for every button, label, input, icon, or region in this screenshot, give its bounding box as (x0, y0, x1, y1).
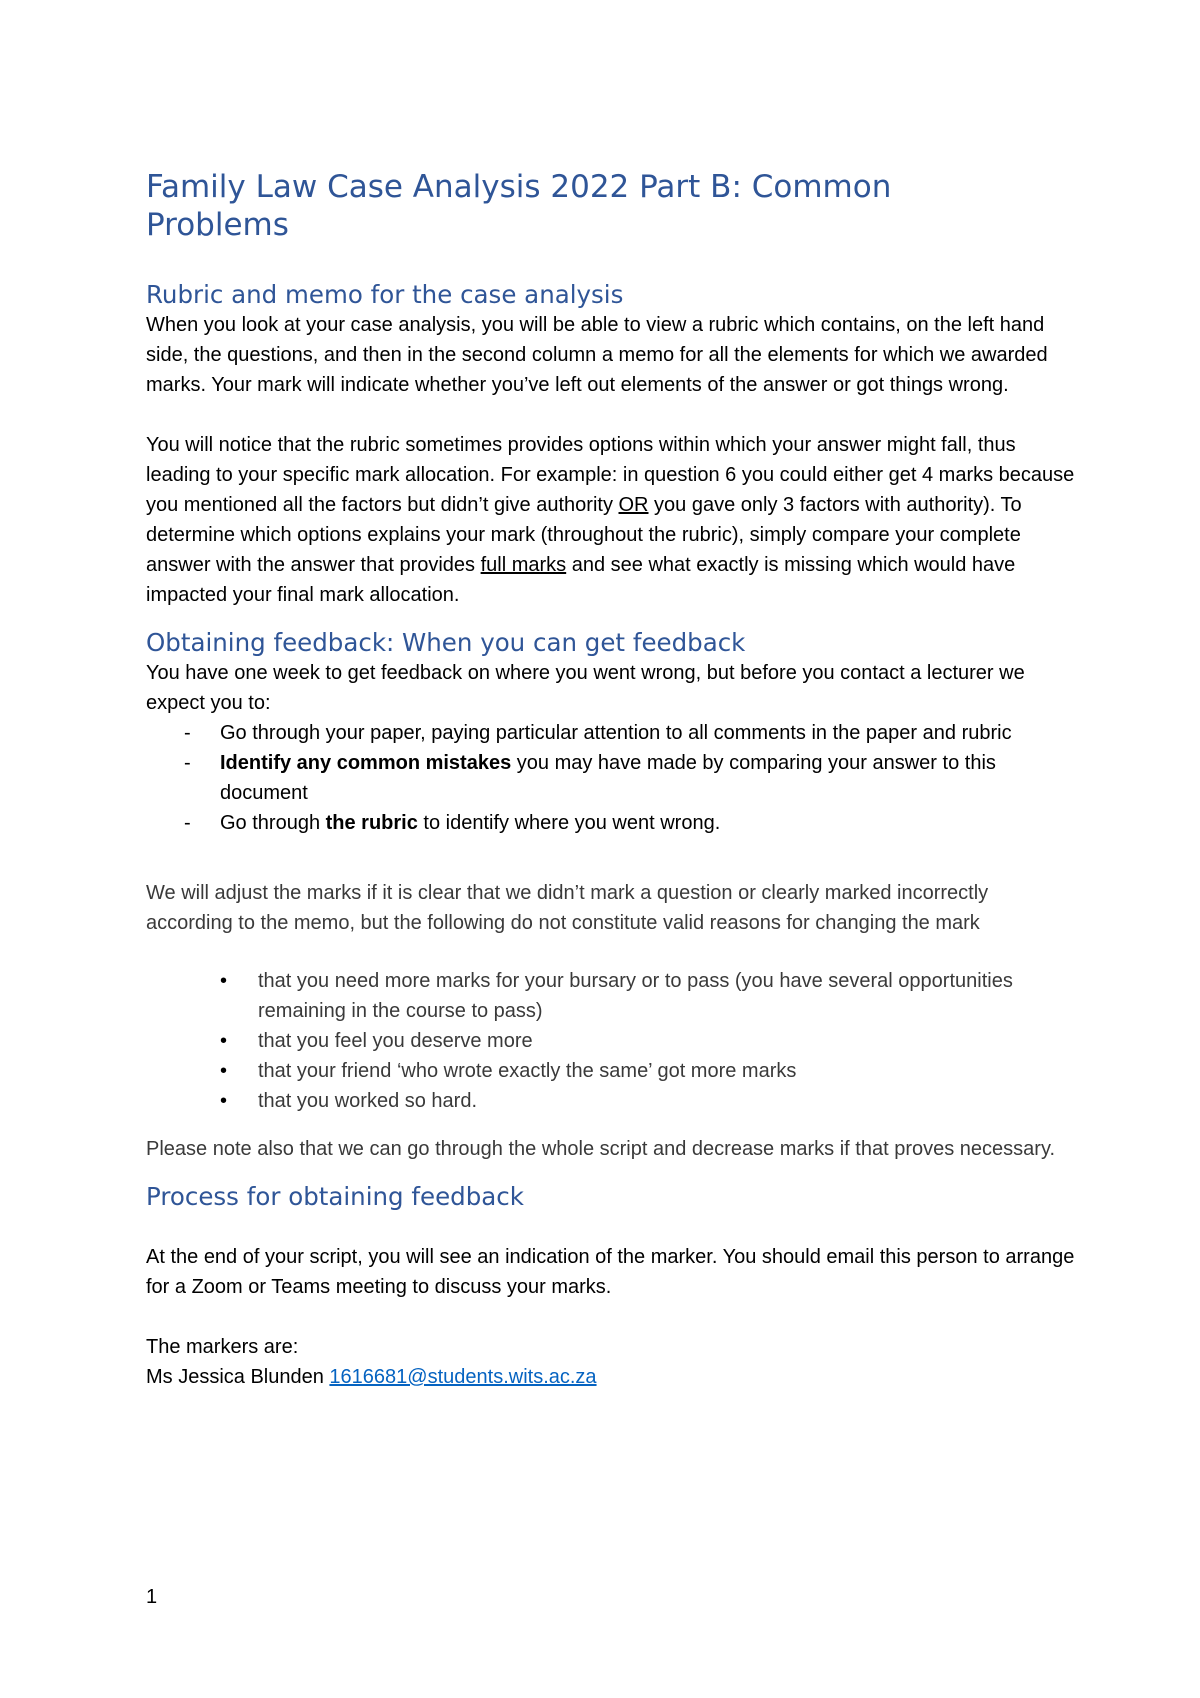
list-item (146, 966, 1080, 1026)
markers-label: The markers are: (146, 1336, 299, 1358)
page-number: 1 (146, 1586, 158, 1608)
list-item-bold: Identify any common mistakes (220, 752, 512, 774)
expectations-list (146, 718, 1080, 838)
marker-line (146, 1362, 1080, 1392)
list-item (146, 1086, 1080, 1116)
process-paragraph: At the end of your script, you will see an indication of the marker. You should email this person to arrange for a Zoom or Teams meeting to discuss your marks. (146, 1246, 1075, 1298)
dash-marker: - (184, 812, 191, 834)
when-intro: You have one week to get feedback on where you went wrong, but before you contact a lecturer we expect you to: (146, 662, 1025, 714)
rubric-p2-or: OR (618, 494, 649, 516)
heading-process: Process for obtaining feedback (146, 1182, 524, 1211)
adjust-paragraph: We will adjust the marks if it is clear that we didn’t mark a question or clearly marked incorrectly according to the memo, but the following do not constitute valid reasons for changing the mark (146, 882, 989, 934)
list-item-text: Go through (220, 812, 326, 834)
marker-name: Ms Jessica Blunden (146, 1366, 330, 1388)
bullet-marker: • (220, 1030, 228, 1052)
list-item-text: that you feel you deserve more (258, 1030, 533, 1052)
list-item (146, 748, 1080, 808)
list-item-text: that your friend ‘who wrote exactly the same’ got more marks (258, 1060, 797, 1082)
heading-when-feedback: Obtaining feedback: When you can get feedback (146, 628, 746, 657)
list-item-text: to identify where you went wrong. (417, 812, 721, 834)
rubric-paragraph-1: When you look at your case analysis, you will be able to view a rubric which contains, on the left hand side, the questions, and then in the second column a memo for all the elements for which we awarded marks. Your mark will indicate whether you’ve left out elements of the answer or got things wrong. (146, 314, 1048, 396)
list-item-bold: the rubric (325, 812, 418, 834)
list-item-text: that you worked so hard. (258, 1090, 478, 1112)
list-item (146, 808, 1080, 838)
rubric-p2-text-a: You will notice that the rubric sometimes provides options within which your answer might fall, thus leading to your specific mark allocation. For example: in question 6 you could either get 4 marks because you mentioned all the factors but didn’t give authority (146, 434, 1075, 516)
list-item-text: that you need more marks for your bursary or to pass (you have several opportunities remaining in the course to pass) (258, 970, 1013, 1022)
dash-marker: - (184, 752, 191, 774)
note-paragraph: Please note also that we can go through the whole script and decrease marks if that proves necessary. (146, 1138, 1056, 1160)
rubric-p2-full-marks: full marks (480, 554, 567, 576)
rubric-p2-text-c: and see what exactly is missing which would have impacted your final mark allocation. (146, 554, 1016, 606)
invalid-reasons-list (146, 966, 1080, 1116)
document-title: Family Law Case Analysis 2022 Part B: Common Problems (146, 169, 892, 243)
dash-marker: - (184, 722, 191, 744)
list-item-text: you may have made by comparing your answer to this document (220, 752, 996, 804)
rubric-paragraph-2 (146, 430, 1080, 610)
rubric-p2-text-b: you gave only 3 factors with authority). To determine which options explains your mark (throughout the rubric), simply compare your complete answer with the answer that provides (146, 494, 1022, 576)
bullet-marker: • (220, 970, 228, 992)
list-item (146, 718, 1080, 748)
bullet-marker: • (220, 1090, 228, 1112)
heading-rubric: Rubric and memo for the case analysis (146, 280, 624, 309)
list-item (146, 1026, 1080, 1056)
bullet-marker: • (220, 1060, 228, 1082)
list-item (146, 1056, 1080, 1086)
list-item-text: Go through your paper, paying particular attention to all comments in the paper and rubric (220, 722, 1012, 744)
marker-email-link[interactable]: 1616681@students.wits.ac.za (329, 1366, 597, 1388)
